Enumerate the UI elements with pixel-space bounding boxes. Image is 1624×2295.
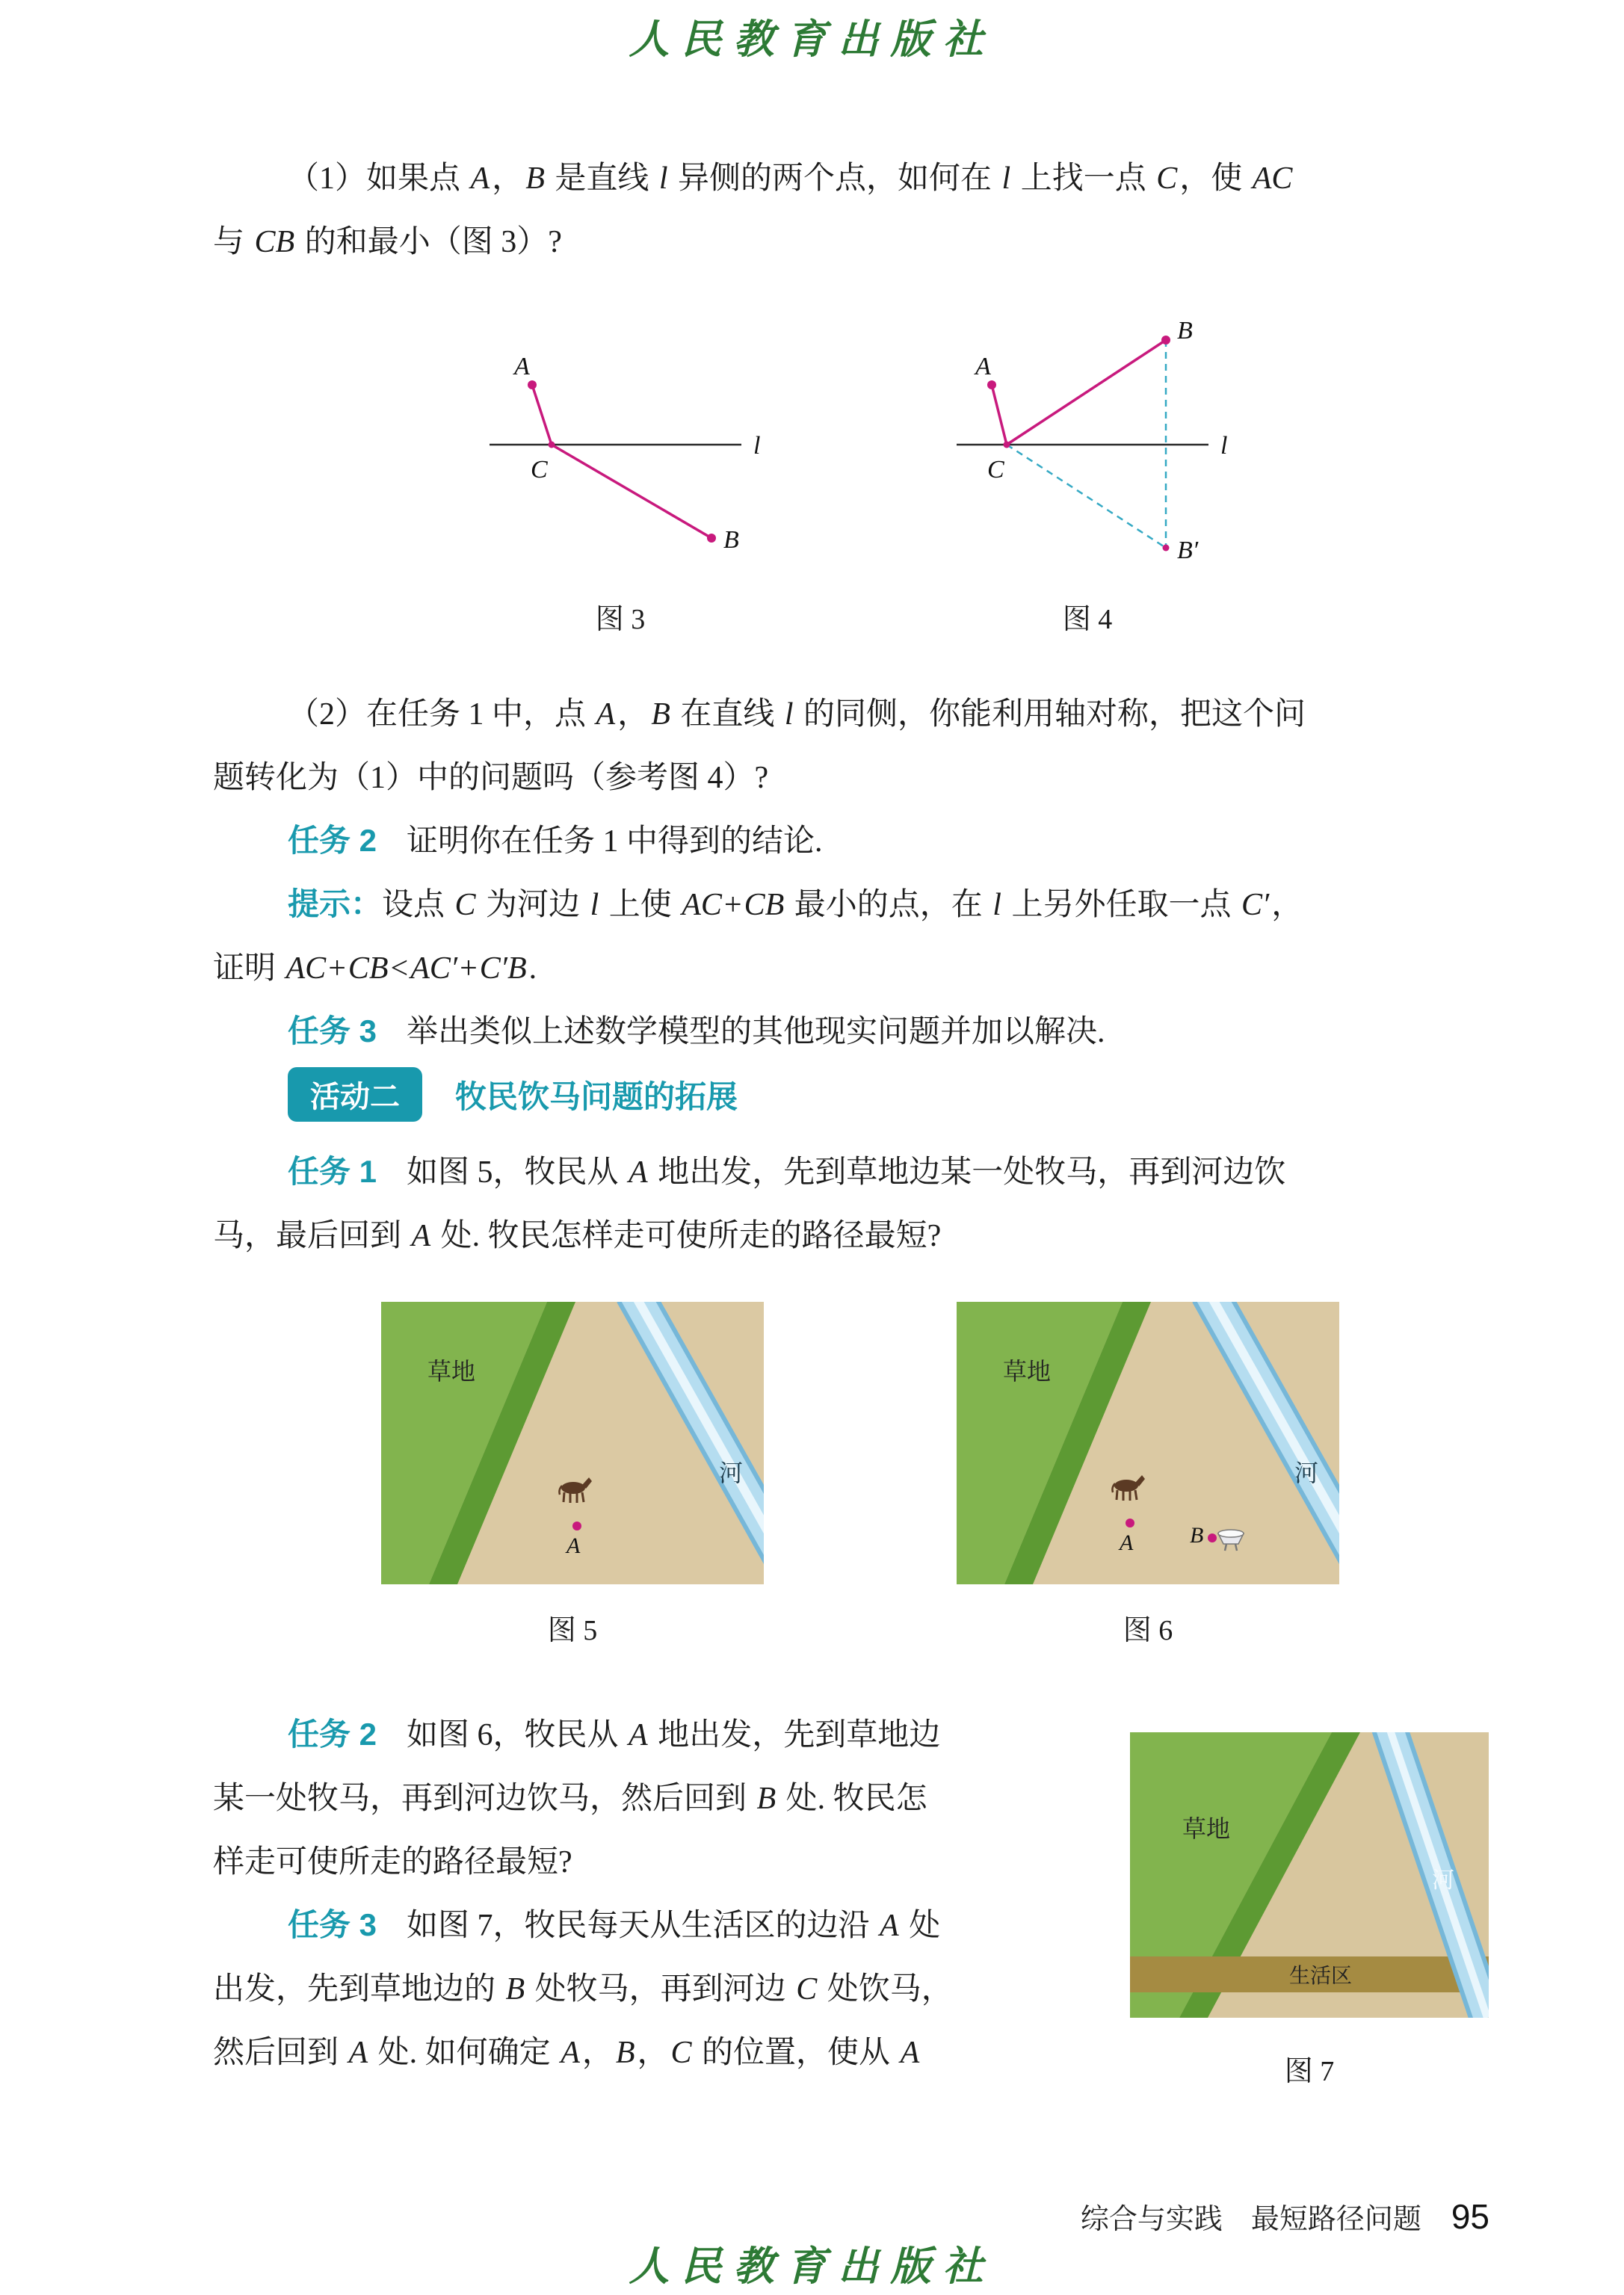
label-l: l (1220, 432, 1228, 460)
task-row: 某一处牧马，再到河边饮马，然后回到 B 处. 牧民怎 (213, 1782, 927, 1816)
task-text: 如图 6，牧民从 A 地出发，先到草地边 (407, 1718, 941, 1752)
path-a-c-b (992, 340, 1166, 445)
task-row (213, 1147, 1491, 1192)
task-row: 马，最后回到 A 处. 牧民怎样走可使所走的路径最短? (213, 1219, 942, 1253)
figure-3-diagram (448, 318, 792, 575)
task-row (213, 816, 1491, 861)
point-a (1126, 1519, 1134, 1528)
task-label: 任务 1 (288, 1154, 377, 1189)
task-row: 然后回到 A 处. 如何确定 A，B，C 的位置，使从 A (213, 2036, 920, 2070)
task-row: 样走可使所走的路径最短? (213, 1845, 572, 1879)
paragraph-line: 与 CB 的和最小（图 3）? (213, 225, 562, 259)
paragraph-line: （1）如果点 A，B 是直线 l 异侧的两个点，如何在 l 上找一点 C，使 AC (288, 161, 1293, 196)
point-b (707, 534, 716, 543)
task-label: 任务 3 (288, 1013, 377, 1048)
task-row: 出发，先到草地边的 B 处牧马，再到河边 C 处饮马， (213, 1972, 953, 2007)
label-b: B (723, 526, 739, 554)
task-label: 任务 2 (288, 1717, 377, 1752)
publisher-logo-bottom: 人民教育出版社 (629, 2242, 995, 2290)
label-a: A (514, 353, 530, 380)
activity-heading (288, 1067, 738, 1122)
task-text: 举出类似上述数学模型的其他现实问题并加以解决. (407, 1015, 1105, 1049)
point-b (1208, 1533, 1217, 1542)
task-text: 证明你在任务 1 中得到的结论. (407, 824, 823, 859)
grass-label: 草地 (1003, 1358, 1052, 1385)
figure-7-caption: 图 7 (1284, 2056, 1335, 2087)
hint-label: 提示： (288, 886, 383, 921)
label-b: B (1177, 317, 1193, 345)
hint-row (213, 880, 1491, 924)
figure-4-diagram (916, 310, 1259, 575)
grass-label: 草地 (1182, 1815, 1231, 1842)
point-b (1161, 336, 1170, 345)
point-b-prime (1163, 545, 1170, 552)
label-a: A (566, 1533, 581, 1558)
page-footer (1081, 2196, 1489, 2237)
figure-5-illustration (381, 1302, 764, 1584)
path-a-c-b (532, 385, 711, 538)
label-b: B (1190, 1523, 1204, 1548)
task-label: 任务 2 (288, 823, 377, 858)
point-a (572, 1522, 581, 1530)
hint-row: 证明 AC+CB<AC′+C′B. (213, 951, 537, 986)
figure-4-caption: 图 4 (1062, 604, 1113, 635)
paragraph-line: 题转化为（1）中的问题吗（参考图 4）? (213, 761, 769, 795)
river-label: 河 (719, 1460, 744, 1486)
point-c (1004, 442, 1010, 448)
footer-breadcrumb: 综合与实践 最短路径问题 (1080, 2204, 1421, 2235)
river-label: 河 (1294, 1460, 1319, 1486)
task-label: 任务 3 (288, 1907, 377, 1942)
label-l: l (753, 432, 761, 460)
task-text: 如图 5，牧民从 A 地出发，先到草地边某一处牧马，再到河边饮 (407, 1155, 1286, 1190)
point-a (987, 380, 996, 389)
task-row (213, 1900, 1114, 1945)
label-b-prime: B′ (1177, 537, 1199, 564)
hint-text: 设点 C 为河边 l 上使 AC+CB 最小的点，在 l 上另外任取一点 C′， (382, 888, 1303, 922)
figure-7-illustration (1130, 1732, 1489, 2018)
label-c: C (531, 456, 548, 484)
page-number: 95 (1451, 2197, 1489, 2236)
activity-title: 牧民饮马问题的拓展 (455, 1078, 738, 1114)
publisher-logo-top: 人民教育出版社 (629, 15, 995, 63)
figure-6-illustration (957, 1302, 1339, 1584)
task-row (213, 1710, 1114, 1755)
point-a (528, 380, 537, 389)
paragraph-line: （2）在任务 1 中，点 A，B 在直线 l 的同侧，你能利用轴对称，把这个问 (288, 697, 1306, 732)
grass-label: 草地 (427, 1358, 476, 1385)
label-a: A (1120, 1530, 1134, 1555)
living-area-label: 生活区 (1288, 1964, 1353, 1987)
figure-6-caption: 图 6 (1123, 1615, 1173, 1646)
label-a: A (975, 353, 991, 380)
label-c: C (987, 456, 1004, 484)
river-label: 河 (1432, 1868, 1454, 1893)
dashed-c-bprime (1007, 445, 1166, 548)
task-text: 如图 7，牧民每天从生活区的边沿 A 处 (407, 1909, 941, 1943)
figure-5-caption: 图 5 (547, 1615, 598, 1646)
figure-3-caption: 图 3 (595, 604, 646, 635)
point-c (549, 442, 555, 448)
task-row (213, 1007, 1491, 1051)
activity-badge: 活动二 (288, 1067, 422, 1122)
